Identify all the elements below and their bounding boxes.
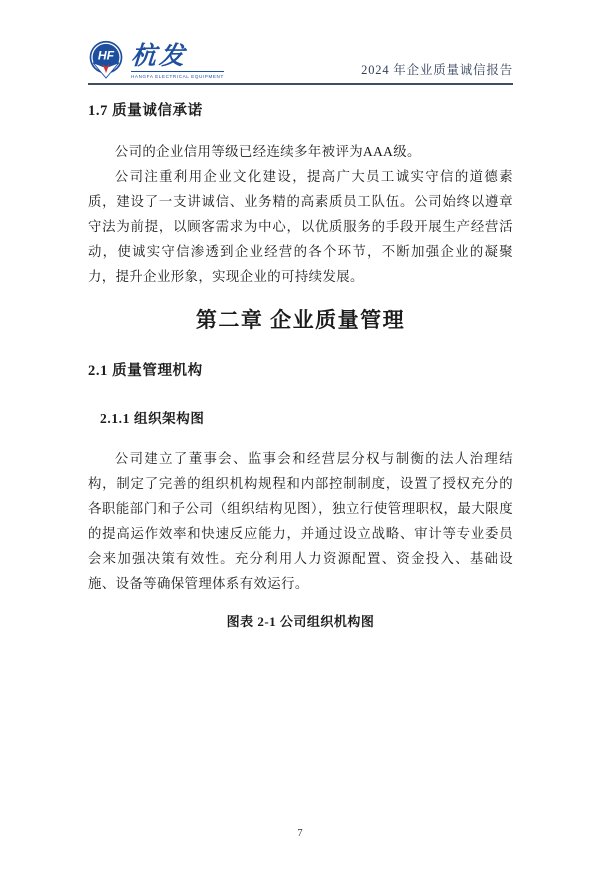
section-1-7-heading: 1.7 质量诚信承诺	[88, 103, 203, 119]
chapter-2-heading: 第二章 企业质量管理	[195, 308, 406, 332]
logo-wordmark	[131, 40, 224, 80]
page-header	[88, 40, 513, 85]
section-2-1-1-heading: 2.1.1 组织架构图	[100, 411, 205, 426]
document-page	[0, 40, 600, 892]
brand-name-calligraphy: 杭发	[130, 43, 188, 70]
page-number: 7	[297, 828, 303, 839]
report-header-title: 2024 年企业质量诚信报告	[361, 63, 513, 77]
section-1-7-paragraph-2: 公司注重利用企业文化建设，提高广大员工诚实守信的道德素质，建设了一支讲诚信、业务精的高素质员工队伍。公司始终以遵章守法为前提，以顾客需求为中心，以优质服务的手段开展生产经营活动，使诚实守信渗透到企业经营的各个环节，不断加强企业的凝聚力，提升企业形象，实现企业的可持续发展。	[88, 169, 513, 284]
figure-2-1-caption: 图表 2-1 公司组织机构图	[226, 614, 375, 629]
company-logo	[88, 40, 224, 80]
brand-subtext: HANGFA ELECTRICAL EQUIPMENT	[131, 71, 224, 80]
hf-logo-icon	[88, 40, 124, 80]
section-2-1-1-paragraph-1: 公司建立了董事会、监事会和经营层分权与制衡的法人治理结构，制定了完善的组织机构规程和内部控制制度，设置了授权充分的各职能部门和子公司（组织结构见图），独立行使管理职权，最大限度的提高运作效率和快速反应能力，并通过设立战略、审计等专业委员会来加强决策有效性。充分利用人力资源配置、资金投入、基础设施、设备等确保管理体系有效运行。	[88, 451, 513, 591]
section-2-1-heading: 2.1 质量管理机构	[88, 363, 203, 379]
section-1-7-paragraph-1: 公司的企业信用等级已经连续多年被评为AAA级。	[114, 144, 421, 159]
logo-monogram-text: HF	[97, 48, 115, 63]
